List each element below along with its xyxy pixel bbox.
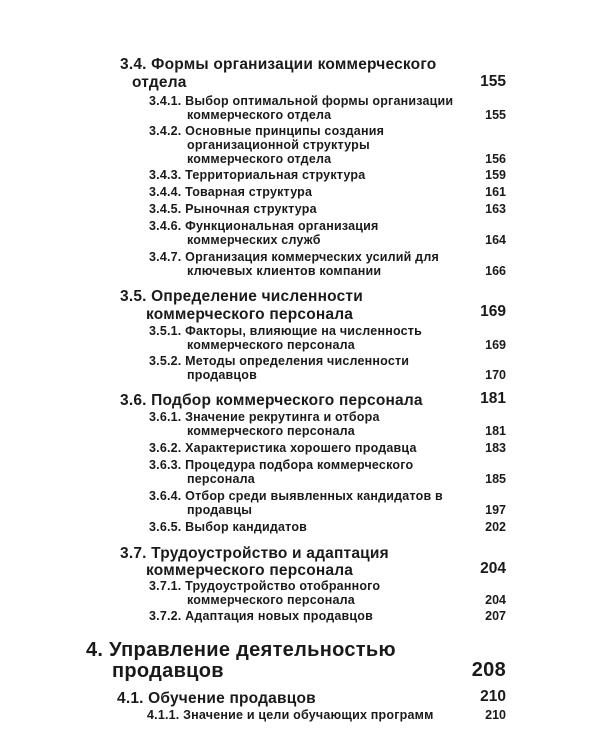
toc-entry-title: коммерческих служб bbox=[187, 233, 321, 247]
toc-page-number: 170 bbox=[485, 368, 506, 382]
toc-entry-title: 3.4.5. Рыночная структура bbox=[149, 202, 317, 216]
toc-page-number: 155 bbox=[480, 73, 506, 90]
toc-entry-title: продавцов bbox=[187, 368, 258, 382]
toc-entry-title: 3.4.3. Территориальная структура bbox=[149, 168, 366, 182]
toc-entry-title: 3.5.1. Факторы, влияющие на численность bbox=[149, 324, 422, 338]
toc-entry-title: 3.6.1. Значение рекрутинга и отбора bbox=[149, 410, 380, 424]
toc-page-number: 164 bbox=[485, 233, 506, 247]
toc-page-number: 197 bbox=[485, 503, 506, 517]
toc-entry-title: 3.5. Определение численности bbox=[120, 288, 363, 305]
toc-entry-title: 4.1. Обучение продавцов bbox=[117, 690, 316, 707]
toc-entry-title: организационной структуры bbox=[187, 138, 370, 152]
toc-page-number: 163 bbox=[485, 202, 506, 216]
toc-page-number: 210 bbox=[485, 708, 506, 722]
toc-entry-title: 3.6.5. Выбор кандидатов bbox=[149, 520, 308, 534]
toc-page-number: 210 bbox=[480, 688, 506, 705]
toc-page-number: 181 bbox=[480, 390, 506, 407]
toc-entry-title: 3.6.4. Отбор среди выявленных кандидатов в bbox=[149, 489, 443, 503]
toc-entry-title: 3.7.1. Трудоустройство отобранного bbox=[149, 579, 381, 593]
toc-entry-title: коммерческого отдела bbox=[187, 108, 332, 122]
toc-entry-title: коммерческого персонала bbox=[146, 306, 354, 323]
toc-page-number: 207 bbox=[485, 609, 506, 623]
toc-entry-title: 3.4. Формы организации коммерческого bbox=[120, 56, 437, 73]
toc-page-number: 169 bbox=[480, 303, 506, 320]
toc-entry-title: 4.1.1. Значение и цели обучающих программ bbox=[147, 708, 434, 722]
toc-page-number: 159 bbox=[485, 168, 506, 182]
toc-page-number: 204 bbox=[485, 593, 506, 607]
toc-entry-title: 3.7.2. Адаптация новых продавцов bbox=[149, 609, 374, 623]
toc-entry-title: продавцы bbox=[187, 503, 253, 517]
toc-page-number: 204 bbox=[480, 560, 506, 577]
toc-entry-title: коммерческого персонала bbox=[187, 593, 355, 607]
toc-entry-title: 3.5.2. Методы определения численности bbox=[149, 354, 410, 368]
toc-entry-title: 3.4.1. Выбор оптимальной формы организации bbox=[149, 94, 454, 108]
toc-page-number: 202 bbox=[485, 520, 506, 534]
toc-page-number: 155 bbox=[485, 108, 506, 122]
toc-page-number: 156 bbox=[485, 152, 506, 166]
toc-chapter-title: продавцов bbox=[112, 660, 224, 682]
toc-chapter-title: 4. Управление деятельностью bbox=[86, 639, 396, 661]
toc-page-number: 166 bbox=[485, 264, 506, 278]
toc-entry-title: коммерческого персонала bbox=[146, 562, 354, 579]
toc-entry-title: ключевых клиентов компании bbox=[187, 264, 382, 278]
toc-entry-title: коммерческого персонала bbox=[187, 338, 355, 352]
toc-page-number: 161 bbox=[485, 185, 506, 199]
toc-entry-title: коммерческого персонала bbox=[187, 424, 355, 438]
toc-entry-title: 3.4.4. Товарная структура bbox=[149, 185, 313, 199]
toc-entry-title: 3.6.2. Характеристика хорошего продавца bbox=[149, 441, 417, 455]
toc-page-number: 169 bbox=[485, 338, 506, 352]
toc-entry-title: коммерческого отдела bbox=[187, 152, 332, 166]
toc-entry-title: персонала bbox=[187, 472, 255, 486]
toc-entry-title: 3.7. Трудоустройство и адаптация bbox=[120, 545, 389, 562]
toc-entry-title: отдела bbox=[132, 74, 187, 91]
toc-entry-title: 3.6. Подбор коммерческого персонала bbox=[120, 392, 423, 409]
toc-page-number: 208 bbox=[471, 659, 506, 681]
toc-entry-title: 3.6.3. Процедура подбора коммерческого bbox=[149, 458, 414, 472]
toc-page-number: 183 bbox=[485, 441, 506, 455]
toc-entry-title: 3.4.6. Функциональная организация bbox=[149, 219, 379, 233]
toc-page-number: 181 bbox=[485, 424, 506, 438]
toc-page-number: 185 bbox=[485, 472, 506, 486]
toc-entry-title: 3.4.7. Организация коммерческих усилий для bbox=[149, 250, 439, 264]
toc-entry-title: 3.4.2. Основные принципы создания bbox=[149, 124, 385, 138]
